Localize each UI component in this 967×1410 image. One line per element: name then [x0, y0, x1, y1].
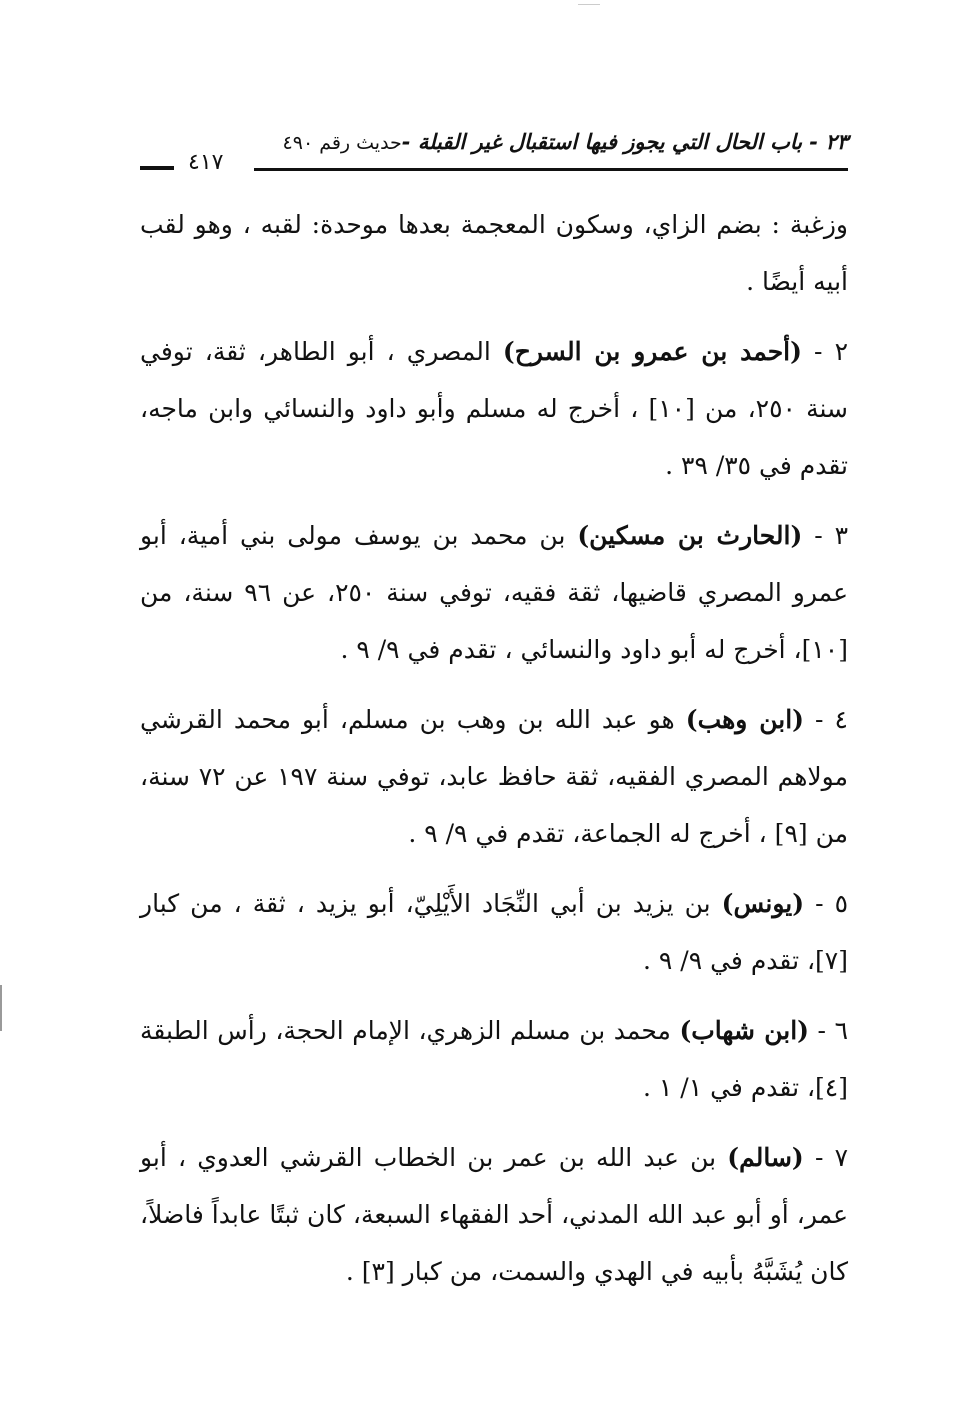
- narrator-entry-2: [140, 323, 848, 494]
- narrator-entry-3: [140, 507, 848, 678]
- narrator-entry-5: [140, 875, 848, 989]
- entry-text: بن يزيد بن أبي النِّجَاد الأَيْلِيّ، أبو يزيد ، ثقة ، من كبار [٧]، تقدم في ٩/ ٩ .: [140, 889, 848, 975]
- hadith-reference: حديث رقم ٤٩٠: [282, 132, 402, 154]
- entry-number: ٣ -: [802, 521, 848, 550]
- narrator-name: (سالم): [727, 1143, 804, 1172]
- narrator-name: (يونس): [721, 889, 805, 918]
- narrator-name: (ابن شهاب): [679, 1016, 809, 1045]
- narrator-name: (ابن وهب): [685, 705, 804, 734]
- page-number: ٤١٧: [188, 150, 224, 175]
- entry-text: بن عبد الله بن عمر بن الخطاب القرشي العدوي ، أبو عمر، أو أبو عبد الله المدني، أحد الفقهاء السبعة، كان ثبتًا عابداً فاضلاً، كان يُشَبَّهُ بأبيه في الهدي والسمت، من كبار [٣] .: [140, 1143, 848, 1286]
- entry-number: ٤ -: [803, 705, 848, 734]
- entry-number: ٢ -: [801, 337, 848, 366]
- narrator-entry-4: [140, 691, 848, 862]
- narrator-entry-6: [140, 1002, 848, 1116]
- scan-edge-mark: [0, 985, 2, 1031]
- header-rule: [254, 168, 848, 171]
- entry-number: ٧ -: [803, 1143, 848, 1172]
- chapter-title-text: ٢٣ - باب الحال التي يجوز فيها استقبال غير القبلة: [417, 130, 848, 154]
- entry-number: ٥ -: [804, 889, 848, 918]
- running-header: [140, 122, 848, 182]
- entry-text: محمد بن مسلم الزهري، الإمام الحجة، رأس الطبقة [٤]، تقدم في ١/ ١ .: [140, 1016, 848, 1102]
- narrator-entry-7: [140, 1129, 848, 1300]
- scan-artifact-top: [578, 4, 600, 5]
- entry-text: هو عبد الله بن وهب بن مسلم، أبو محمد القرشي مولاهم المصري الفقيه، ثقة حافظ عابد، توفي سنة ١٩٧ عن ٧٢ سنة، من [٩] ، أخرج له الجماعة، تقدم في ٩/ ٩ .: [140, 705, 848, 848]
- paragraph-text: وزغبة : بضم الزاي، وسكون المعجمة بعدها موحدة: لقبه ، وهو لقب أبيه أيضًا .: [140, 210, 848, 296]
- entry-text: المصري ، أبو الطاهر، ثقة، توفي سنة ٢٥٠، من [١٠] ، أخرج له مسلم وأبو داود والنسائي وابن ماجه، تقدم في ٣٥/ ٣٩ .: [140, 337, 848, 480]
- entry-number: ٦ -: [808, 1016, 849, 1045]
- narrator-name: (أحمد بن عمرو بن السرح): [502, 337, 802, 366]
- header-separator: -: [401, 130, 418, 154]
- body-text: [140, 196, 848, 1313]
- page-number-dash: [140, 166, 174, 170]
- narrator-name: (الحارث بن مسكين): [577, 521, 803, 550]
- entry-text: بن محمد بن يوسف مولى بني أمية، أبو عمرو المصري قاضيها، ثقة فقيه، توفي سنة ٢٥٠، عن ٩٦ سنة، من [١٠]، أخرج له أبو داود والنسائي ، تقدم في ٩/ ٩ .: [140, 521, 848, 664]
- chapter-title: [283, 122, 848, 163]
- paragraph-continuation: [140, 196, 848, 310]
